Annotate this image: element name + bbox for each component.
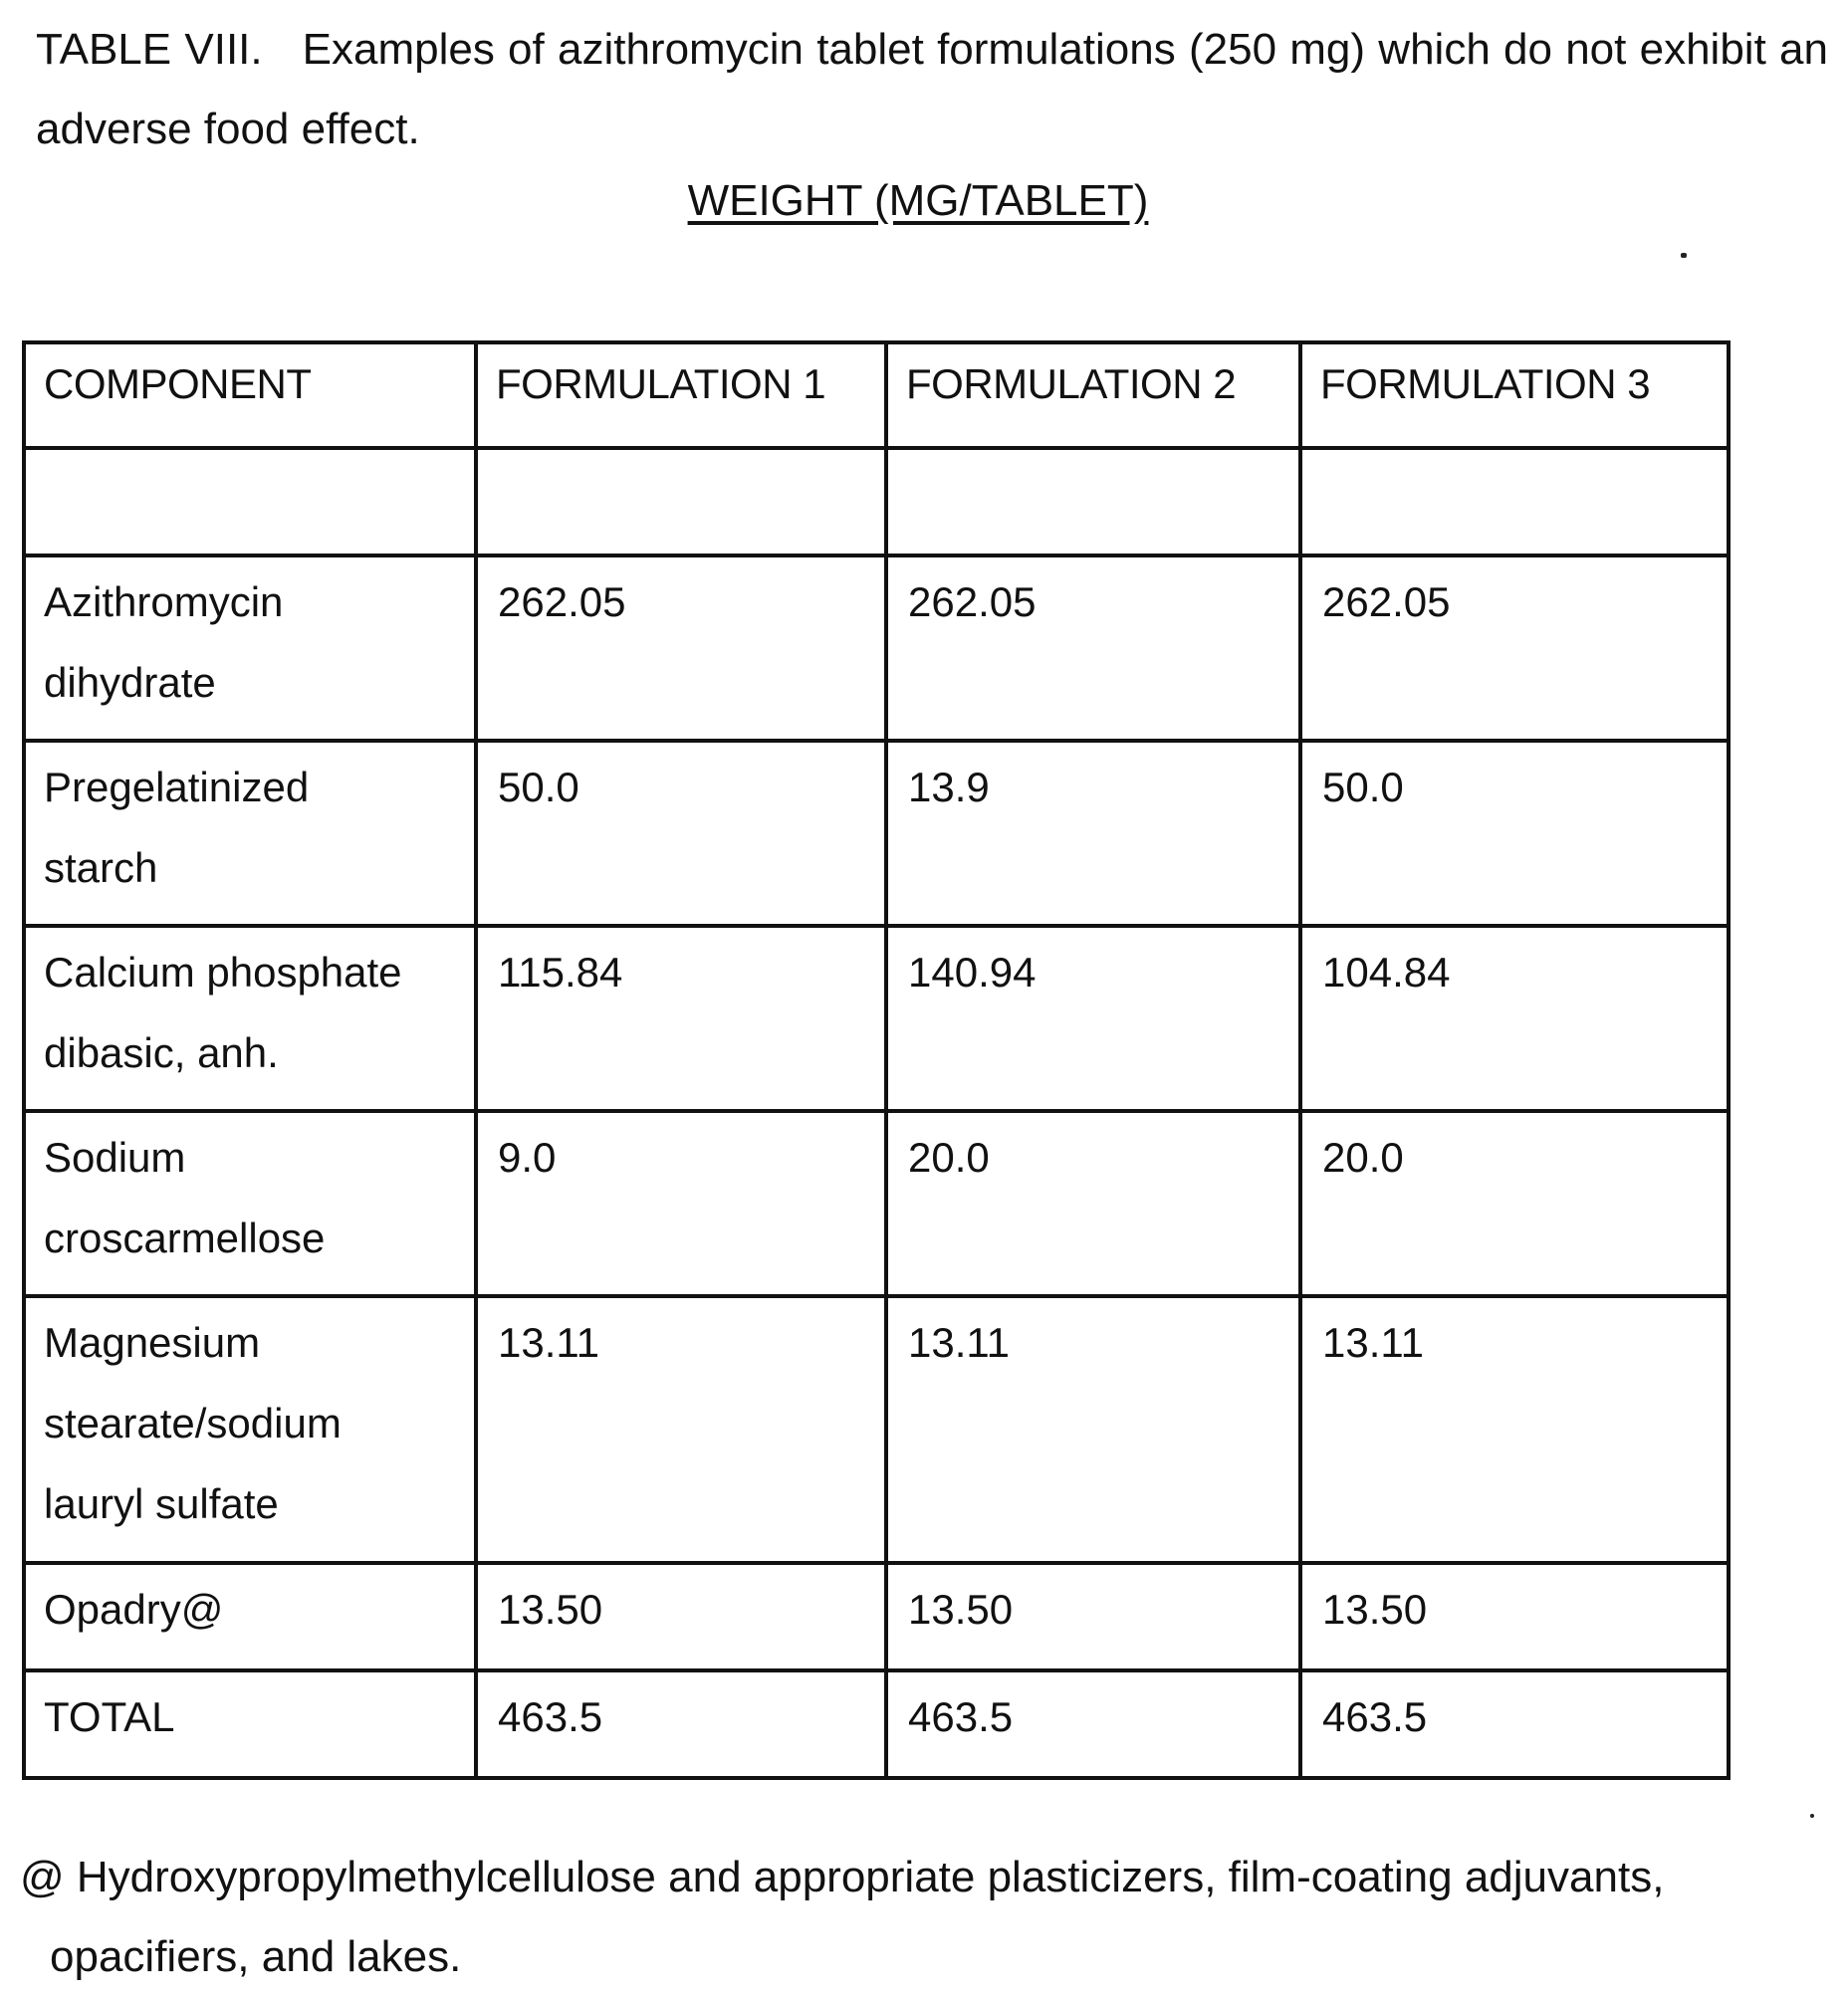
value-cell: 9.0 — [476, 1111, 886, 1296]
table-label: TABLE VIII. — [36, 25, 263, 74]
component-line: lauryl sulfate — [44, 1480, 279, 1527]
value-cell: 13.50 — [1300, 1563, 1729, 1670]
component-cell — [24, 1563, 476, 1670]
formulation-table-wrapper — [22, 340, 1731, 1780]
table-blank-row — [24, 448, 1729, 555]
component-cell — [24, 1111, 476, 1296]
table-cell-empty — [886, 448, 1300, 555]
value-cell: 20.0 — [886, 1111, 1300, 1296]
value-cell: 13.50 — [886, 1563, 1300, 1670]
table-row — [24, 555, 1729, 741]
table-cell-empty — [1300, 448, 1729, 555]
formulation-table — [22, 340, 1731, 1780]
component-line: Azithromycin — [44, 578, 284, 625]
table-row — [24, 926, 1729, 1111]
footnote-line-1: @ Hydroxypropylmethylcellulose and appropriate plasticizers, film-coating adjuvants, — [20, 1853, 1665, 1901]
component-cell — [24, 555, 476, 741]
scan-speck-mark — [1810, 1814, 1814, 1818]
component-line: Magnesium — [44, 1319, 261, 1366]
value-cell: 115.84 — [476, 926, 886, 1111]
table-row — [24, 741, 1729, 926]
table-cell-empty — [476, 448, 886, 555]
value-cell: 104.84 — [1300, 926, 1729, 1111]
footnote-line-2: opacifiers, and lakes. — [50, 1932, 462, 1981]
component-line: Opadry@ — [44, 1586, 224, 1633]
total-value-cell: 463.5 — [1300, 1670, 1729, 1778]
value-cell: 50.0 — [1300, 741, 1729, 926]
header-formulation-2: FORMULATION 2 — [886, 342, 1300, 448]
table-header-row — [24, 342, 1729, 448]
header-formulation-3: FORMULATION 3 — [1300, 342, 1729, 448]
component-cell — [24, 741, 476, 926]
value-cell: 13.9 — [886, 741, 1300, 926]
component-line: Pregelatinized — [44, 764, 310, 810]
component-cell — [24, 1296, 476, 1563]
component-line: dihydrate — [44, 659, 216, 706]
total-value-cell: 463.5 — [476, 1670, 886, 1778]
units-heading: WEIGHT (MG/TABLET) — [687, 176, 1149, 225]
value-cell: 262.05 — [886, 555, 1300, 741]
table-caption — [36, 10, 1828, 169]
table-row — [24, 1563, 1729, 1670]
component-line: starch — [44, 844, 158, 891]
value-cell: 13.11 — [476, 1296, 886, 1563]
value-cell: 262.05 — [476, 555, 886, 741]
value-cell: 13.11 — [1300, 1296, 1729, 1563]
value-cell: 20.0 — [1300, 1111, 1729, 1296]
component-line: croscarmellose — [44, 1215, 326, 1261]
component-line: Sodium — [44, 1134, 186, 1181]
table-row — [24, 1111, 1729, 1296]
header-formulation-1: FORMULATION 1 — [476, 342, 886, 448]
scan-speck-mark — [1681, 253, 1687, 258]
total-value-cell: 463.5 — [886, 1670, 1300, 1778]
table-caption-text: Examples of azithromycin tablet formulations (250 mg) which do not exhibit an adverse food effect. — [36, 25, 1828, 153]
value-cell: 13.11 — [886, 1296, 1300, 1563]
value-cell: 13.50 — [476, 1563, 886, 1670]
table-row — [24, 1296, 1729, 1563]
component-cell — [24, 926, 476, 1111]
header-component: COMPONENT — [24, 342, 476, 448]
component-line: Calcium phosphate — [44, 949, 402, 996]
table-total-row — [24, 1670, 1729, 1778]
component-line: TOTAL — [44, 1693, 175, 1740]
table-cell-empty — [24, 448, 476, 555]
footnote — [20, 1838, 1822, 1997]
value-cell: 50.0 — [476, 741, 886, 926]
component-cell — [24, 1670, 476, 1778]
value-cell: 262.05 — [1300, 555, 1729, 741]
component-line: dibasic, anh. — [44, 1029, 279, 1076]
value-cell: 140.94 — [886, 926, 1300, 1111]
component-line: stearate/sodium — [44, 1400, 342, 1446]
